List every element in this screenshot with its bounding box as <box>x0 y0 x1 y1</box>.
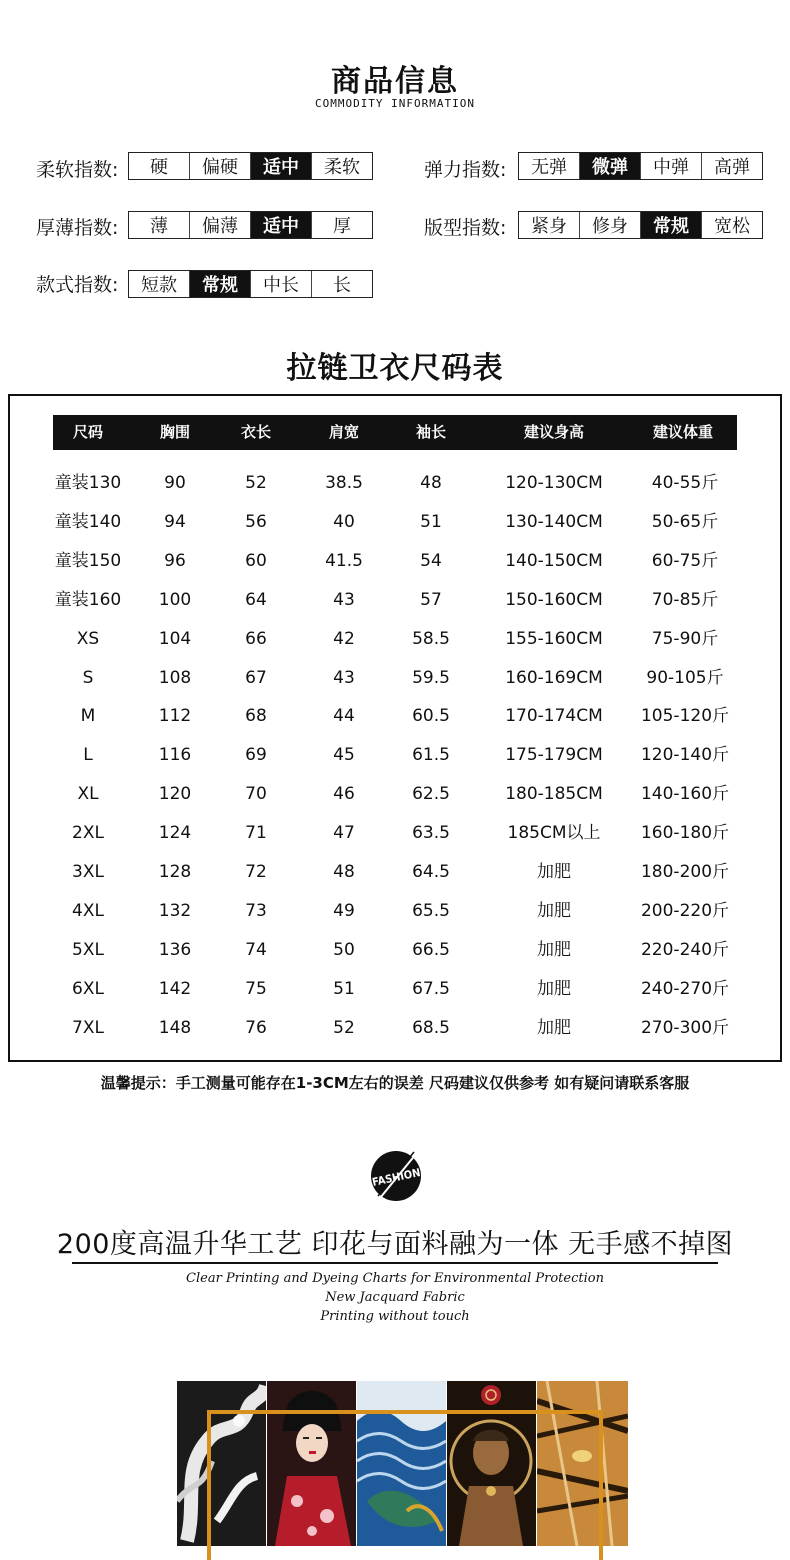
table-cell: 70-85斤 <box>651 590 719 610</box>
table-cell: S <box>82 668 94 688</box>
measurement-note: 温馨提示：手工测量可能存在1-3CM左右的误差 尺码建议仅供参考 如有疑问请联系客服 <box>100 1074 690 1092</box>
table-cell: 180-200斤 <box>640 862 730 882</box>
table-cell: 加肥 <box>537 940 571 960</box>
table-cell: 59.5 <box>412 668 450 688</box>
table-cell: 112 <box>158 706 192 726</box>
table-cell: M <box>80 706 96 726</box>
table-cell: 66 <box>245 629 267 649</box>
thickness-option-selected: 适中 <box>251 212 312 238</box>
fashion-logo-icon <box>368 1148 424 1204</box>
table-cell: 43 <box>333 668 355 688</box>
table-header-cell: 衣长 <box>240 423 271 441</box>
elasticity-label: 弹力指数: <box>424 159 507 181</box>
thickness-option: 厚 <box>333 216 351 237</box>
table-header-cell: 胸围 <box>159 423 190 441</box>
table-cell: 74 <box>245 940 267 960</box>
table-cell: 75 <box>245 979 267 999</box>
table-cell: 童装160 <box>54 590 122 610</box>
slogan-underline <box>72 1262 718 1264</box>
table-cell: 70 <box>245 784 267 804</box>
fit-scale <box>518 211 763 239</box>
fit-option-selected: 常规 <box>641 212 702 238</box>
table-cell: 160-169CM <box>505 668 603 688</box>
softness-option-selected: 适中 <box>251 153 312 179</box>
table-cell: 220-240斤 <box>640 940 730 960</box>
table-cell: 童装130 <box>54 473 122 493</box>
english-line-3: Printing without touch <box>320 1309 470 1324</box>
table-cell: 47 <box>333 823 355 843</box>
style-option: 中长 <box>251 271 312 297</box>
table-cell: 61.5 <box>412 745 450 765</box>
table-cell: 104 <box>158 629 192 649</box>
thickness-label: 厚薄指数: <box>36 217 119 239</box>
fit-option: 宽松 <box>714 216 750 237</box>
table-cell: 加肥 <box>537 901 571 921</box>
table-cell: 65.5 <box>412 901 450 921</box>
style-option-selected: 常规 <box>190 271 251 297</box>
fit-option: 修身 <box>580 212 641 238</box>
table-cell: 58.5 <box>412 629 450 649</box>
elasticity-option: 高弹 <box>714 157 750 178</box>
table-cell: 51 <box>420 512 442 532</box>
table-cell: 6XL <box>72 979 104 999</box>
table-cell: 46 <box>333 784 355 804</box>
table-cell: 140-150CM <box>505 551 603 571</box>
table-cell: 48 <box>333 862 355 882</box>
table-header-cell: 建议体重 <box>652 423 713 441</box>
table-header-cell: 尺码 <box>72 423 103 441</box>
table-cell: 67 <box>245 668 267 688</box>
table-cell: 120-140斤 <box>640 745 730 765</box>
table-cell: 7XL <box>72 1018 104 1038</box>
table-cell: 140-160斤 <box>640 784 730 804</box>
size-table-title: 拉链卫衣尺码表 <box>286 351 504 386</box>
table-cell: 62.5 <box>412 784 450 804</box>
table-cell: 73 <box>245 901 267 921</box>
table-cell: 185CM以上 <box>507 823 601 843</box>
table-cell: 67.5 <box>412 979 450 999</box>
table-cell: 童装150 <box>54 551 122 571</box>
softness-option: 偏硬 <box>190 153 251 179</box>
table-cell: 63.5 <box>412 823 450 843</box>
table-cell: 150-160CM <box>505 590 603 610</box>
fit-label: 版型指数: <box>424 217 507 239</box>
table-cell: 148 <box>158 1018 192 1038</box>
elasticity-option-selected: 微弹 <box>580 153 641 179</box>
table-cell: 50-65斤 <box>651 512 719 532</box>
table-cell: 124 <box>158 823 192 843</box>
style-label: 款式指数: <box>36 274 119 296</box>
english-line-1: Clear Printing and Dyeing Charts for Environmental Protection <box>186 1271 604 1286</box>
table-cell: 51 <box>333 979 355 999</box>
table-cell: 60.5 <box>412 706 450 726</box>
table-cell: 49 <box>333 901 355 921</box>
table-cell: 加肥 <box>537 1018 571 1038</box>
softness-scale <box>128 152 373 180</box>
table-cell: 56 <box>245 512 267 532</box>
table-cell: L <box>83 745 93 765</box>
table-cell: 41.5 <box>325 551 363 571</box>
thickness-option: 薄 <box>129 212 190 238</box>
table-cell: 142 <box>158 979 192 999</box>
table-cell: 94 <box>164 512 186 532</box>
table-cell: 2XL <box>72 823 104 843</box>
table-cell: XS <box>76 629 100 649</box>
fit-option: 紧身 <box>519 212 580 238</box>
table-cell: 64.5 <box>412 862 450 882</box>
thickness-scale <box>128 211 373 239</box>
table-cell: 60 <box>245 551 267 571</box>
table-cell: 75-90斤 <box>651 629 719 649</box>
table-cell: 44 <box>333 706 355 726</box>
table-cell: 240-270斤 <box>640 979 730 999</box>
softness-option: 柔软 <box>324 157 360 178</box>
table-cell: 72 <box>245 862 267 882</box>
table-header-cell: 袖长 <box>415 423 446 441</box>
table-cell: 180-185CM <box>505 784 603 804</box>
table-cell: XL <box>77 784 99 804</box>
table-cell: 5XL <box>72 940 104 960</box>
english-line-2: New Jacquard Fabric <box>325 1290 465 1305</box>
table-cell: 加肥 <box>537 862 571 882</box>
table-cell: 69 <box>245 745 267 765</box>
table-cell: 57 <box>420 590 442 610</box>
table-cell: 3XL <box>72 862 104 882</box>
table-cell: 105-120斤 <box>640 706 730 726</box>
table-cell: 120 <box>158 784 192 804</box>
style-option: 短款 <box>129 271 190 297</box>
table-cell: 175-179CM <box>505 745 603 765</box>
style-scale <box>128 270 373 298</box>
page-subtitle: COMMODITY INFORMATION <box>314 97 476 110</box>
table-cell: 96 <box>164 551 186 571</box>
table-cell: 40 <box>333 512 355 532</box>
table-cell: 66.5 <box>412 940 450 960</box>
table-cell: 68 <box>245 706 267 726</box>
table-cell: 155-160CM <box>505 629 603 649</box>
table-cell: 4XL <box>72 901 104 921</box>
style-option: 长 <box>333 275 351 296</box>
table-cell: 童装140 <box>54 512 122 532</box>
softness-label: 柔软指数: <box>36 159 119 181</box>
table-cell: 120-130CM <box>505 473 603 493</box>
page-title: 商品信息 <box>331 64 459 99</box>
table-cell: 270-300斤 <box>640 1018 730 1038</box>
elasticity-option: 中弹 <box>641 153 702 179</box>
table-cell: 200-220斤 <box>640 901 730 921</box>
process-slogan: 200度高温升华工艺 印花与面料融为一体 无手感不掉图 <box>56 1229 734 1260</box>
table-cell: 52 <box>333 1018 355 1038</box>
table-cell: 108 <box>158 668 192 688</box>
table-cell: 加肥 <box>537 979 571 999</box>
table-cell: 64 <box>245 590 267 610</box>
fashion-logo-text: FASHION <box>371 1166 422 1189</box>
table-cell: 128 <box>158 862 192 882</box>
table-cell: 45 <box>333 745 355 765</box>
table-cell: 48 <box>420 473 442 493</box>
artwork-orange-frame <box>207 1410 603 1560</box>
table-cell: 54 <box>420 551 442 571</box>
table-cell: 68.5 <box>412 1018 450 1038</box>
table-cell: 76 <box>245 1018 267 1038</box>
table-cell: 136 <box>158 940 192 960</box>
table-header-cell: 肩宽 <box>328 423 359 441</box>
table-cell: 43 <box>333 590 355 610</box>
table-cell: 130-140CM <box>505 512 603 532</box>
table-cell: 170-174CM <box>505 706 603 726</box>
table-cell: 71 <box>245 823 267 843</box>
table-cell: 52 <box>245 473 267 493</box>
table-cell: 60-75斤 <box>651 551 719 571</box>
table-cell: 50 <box>333 940 355 960</box>
table-cell: 132 <box>158 901 192 921</box>
elasticity-scale <box>518 152 763 180</box>
elasticity-option: 无弹 <box>519 153 580 179</box>
table-cell: 42 <box>333 629 355 649</box>
table-cell: 100 <box>158 590 192 610</box>
table-cell: 90-105斤 <box>646 668 724 688</box>
table-cell: 160-180斤 <box>640 823 730 843</box>
table-cell: 38.5 <box>325 473 363 493</box>
table-header-cell: 建议身高 <box>523 423 584 441</box>
thickness-option: 偏薄 <box>190 212 251 238</box>
table-cell: 116 <box>158 745 192 765</box>
table-cell: 90 <box>164 473 186 493</box>
softness-option: 硬 <box>129 153 190 179</box>
table-cell: 40-55斤 <box>651 473 719 493</box>
